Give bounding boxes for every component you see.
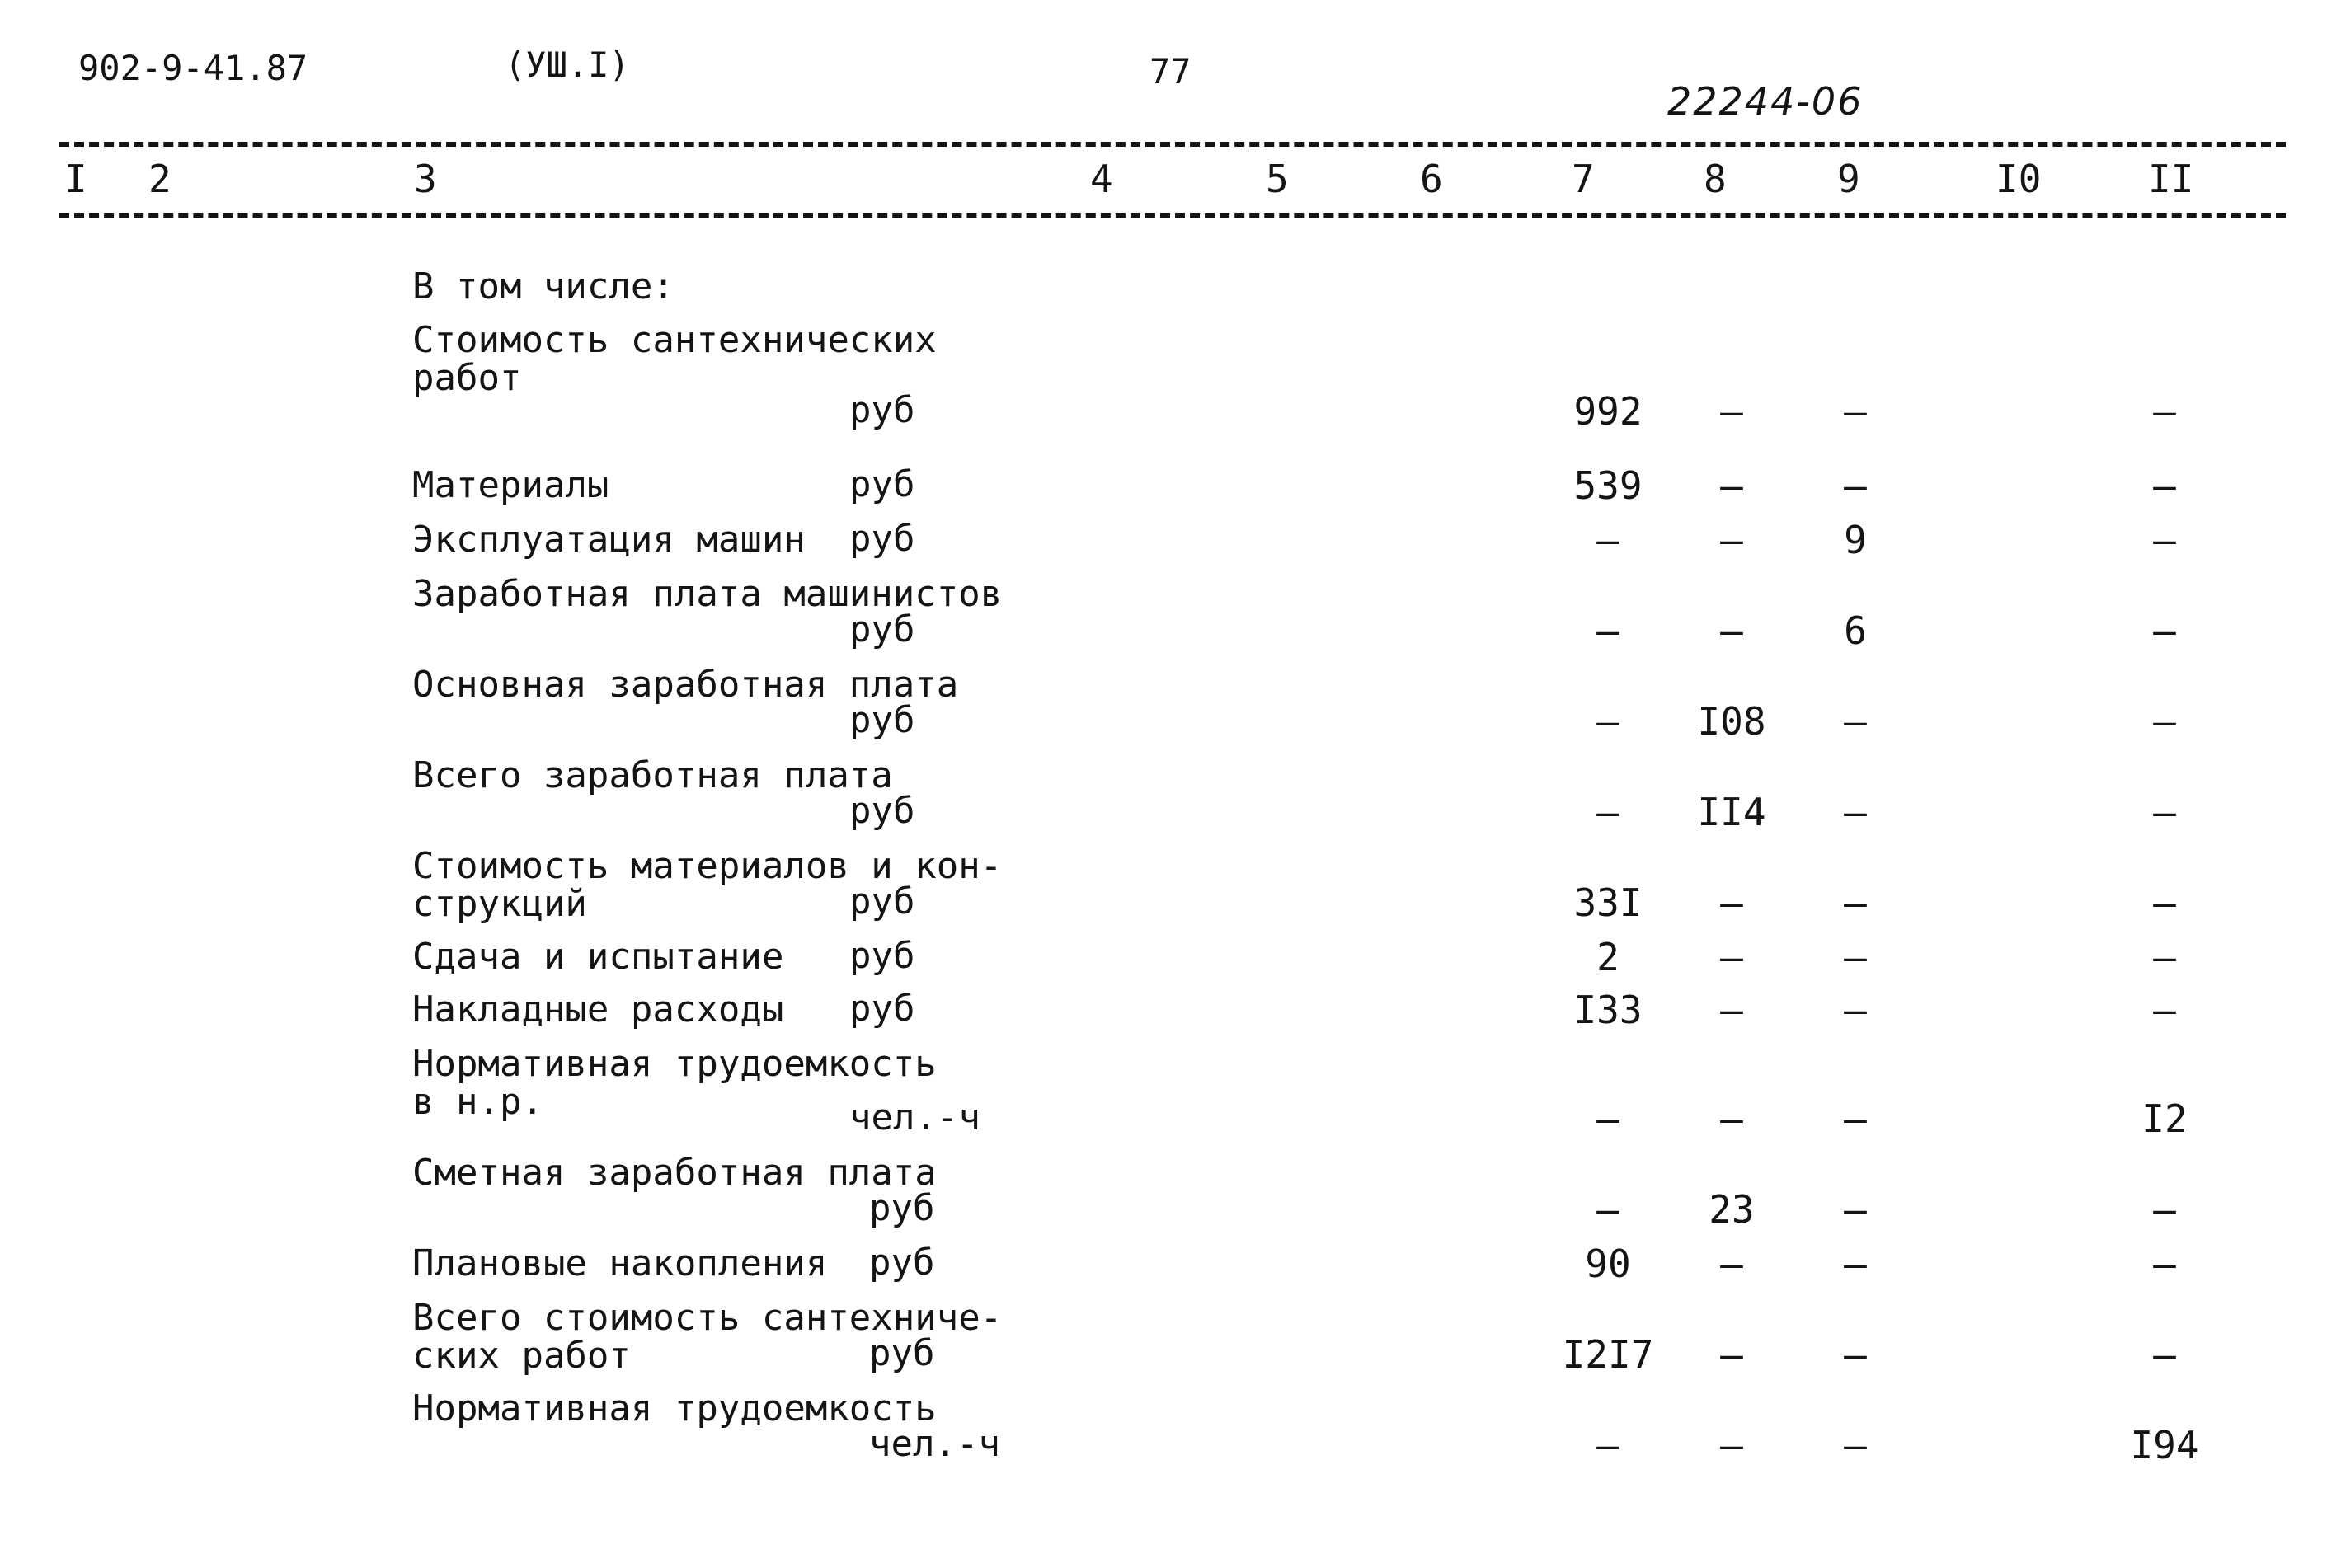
cell-column-9: – bbox=[1844, 1242, 1867, 1286]
row-label-line: Заработная плата машинистов bbox=[412, 573, 1003, 615]
column-number-2: 2 bbox=[148, 157, 172, 201]
column-number-8: 8 bbox=[1704, 157, 1727, 201]
column-number-10: I0 bbox=[1996, 157, 2042, 201]
row-unit: руб bbox=[869, 1242, 935, 1284]
row-label-line: Стоимость материалов и кон- bbox=[412, 845, 1003, 887]
cell-column-9: – bbox=[1844, 699, 1867, 744]
cell-column-7: – bbox=[1596, 699, 1619, 744]
cell-column-8: – bbox=[1720, 1423, 1743, 1467]
cell-column-8: – bbox=[1720, 935, 1743, 979]
header-rule-top bbox=[59, 142, 2286, 147]
cell-column-7: 90 bbox=[1585, 1242, 1631, 1286]
cell-column-7: – bbox=[1596, 790, 1619, 834]
cell-column-11: – bbox=[2153, 608, 2176, 653]
row-unit: чел.-ч bbox=[869, 1423, 1000, 1465]
cell-column-8: I08 bbox=[1697, 699, 1766, 744]
row-unit: руб bbox=[869, 1332, 935, 1374]
cell-column-11: – bbox=[2153, 1187, 2176, 1232]
cell-column-8: II4 bbox=[1697, 790, 1766, 834]
row-unit: руб bbox=[849, 463, 915, 505]
cell-column-11: I2 bbox=[2141, 1096, 2188, 1141]
cell-column-9: – bbox=[1844, 880, 1867, 925]
cell-column-8: 23 bbox=[1709, 1187, 1755, 1232]
cell-column-7: – bbox=[1596, 1187, 1619, 1232]
row-unit: руб bbox=[849, 699, 915, 741]
cell-column-11: – bbox=[2153, 463, 2176, 508]
row-label-line: ских работ bbox=[412, 1335, 631, 1377]
cell-column-7: – bbox=[1596, 518, 1619, 562]
row-unit: руб bbox=[849, 790, 915, 832]
cell-column-9: – bbox=[1844, 1332, 1867, 1377]
cell-column-11: – bbox=[2153, 1242, 2176, 1286]
cell-column-7: 33I bbox=[1573, 880, 1643, 925]
cell-column-9: – bbox=[1844, 1423, 1867, 1467]
cell-column-11: – bbox=[2153, 935, 2176, 979]
cell-column-11: – bbox=[2153, 880, 2176, 925]
row-unit: руб bbox=[849, 988, 915, 1030]
cell-column-11: – bbox=[2153, 518, 2176, 562]
row-label-line: Эксплуатация машин bbox=[412, 519, 806, 561]
row-label-line: Основная заработная плата bbox=[412, 664, 959, 706]
row-unit: руб bbox=[849, 880, 915, 922]
cell-column-9: – bbox=[1844, 389, 1867, 434]
column-number-5: 5 bbox=[1266, 157, 1289, 201]
cell-column-7: – bbox=[1596, 1096, 1619, 1141]
cell-column-8: – bbox=[1720, 1242, 1743, 1286]
cell-column-11: I94 bbox=[2130, 1423, 2199, 1467]
row-unit: руб bbox=[849, 608, 915, 650]
row-label bbox=[412, 938, 783, 976]
column-number-6: 6 bbox=[1420, 157, 1443, 201]
row-label bbox=[412, 988, 784, 1030]
column-number-7: 7 bbox=[1572, 157, 1595, 201]
cell-column-9: 6 bbox=[1844, 608, 1867, 653]
cell-column-9: – bbox=[1844, 988, 1867, 1032]
cell-column-11: – bbox=[2153, 988, 2176, 1032]
row-label-line: Сметная заработная плата bbox=[412, 1152, 937, 1194]
column-number-4: 4 bbox=[1090, 157, 1113, 201]
row-label-line: Материалы bbox=[412, 464, 609, 506]
row-label-line: Стоимость сантехнических bbox=[412, 319, 937, 361]
row-label-line: Нормативная трудоемкость bbox=[412, 1387, 937, 1430]
row-label bbox=[412, 1154, 937, 1192]
cell-column-8: – bbox=[1720, 463, 1743, 508]
row-label-line: Нормативная трудоемкость bbox=[412, 1043, 937, 1085]
cell-column-9: – bbox=[1844, 790, 1867, 834]
cell-column-9: – bbox=[1844, 463, 1867, 508]
page-number: 77 bbox=[1149, 51, 1192, 92]
row-unit: руб bbox=[869, 1187, 935, 1229]
row-label bbox=[412, 464, 609, 506]
cell-column-8: – bbox=[1720, 1332, 1743, 1377]
cell-column-8: – bbox=[1720, 988, 1743, 1032]
cell-column-9: – bbox=[1844, 1096, 1867, 1141]
column-number-1: I bbox=[64, 157, 87, 201]
row-label bbox=[412, 319, 937, 399]
cell-column-8: – bbox=[1720, 608, 1743, 653]
document-number: 22244-06 bbox=[1667, 79, 1864, 124]
row-label-line: Накладные расходы bbox=[412, 988, 784, 1030]
row-label-line: Сдача и испытание bbox=[412, 936, 784, 978]
cell-column-9: 9 bbox=[1844, 518, 1867, 562]
row-unit: руб bbox=[849, 935, 915, 977]
document-code: 902-9-41.87 bbox=[78, 48, 308, 88]
header-rule-bottom bbox=[59, 213, 2286, 218]
cell-column-11: – bbox=[2153, 699, 2176, 744]
row-unit: руб bbox=[849, 389, 915, 431]
cell-column-7: 992 bbox=[1573, 389, 1643, 434]
cell-column-8: – bbox=[1720, 1096, 1743, 1141]
cell-column-11: – bbox=[2153, 1332, 2176, 1377]
row-unit: чел.-ч bbox=[849, 1096, 980, 1138]
row-label-line: Плановые накопления bbox=[412, 1242, 828, 1284]
section-code: (УШ.I) bbox=[505, 45, 630, 85]
row-label-line: струкций bbox=[412, 883, 587, 925]
cell-column-11: – bbox=[2153, 790, 2176, 834]
cell-column-7: 2 bbox=[1596, 935, 1619, 979]
cell-column-9: – bbox=[1844, 1187, 1867, 1232]
cell-column-7: I33 bbox=[1573, 988, 1643, 1032]
intro-text: В том числе: bbox=[412, 265, 675, 307]
row-label bbox=[412, 754, 893, 796]
row-label bbox=[412, 1242, 828, 1284]
cell-column-7: – bbox=[1596, 1423, 1619, 1467]
cell-column-8: – bbox=[1720, 389, 1743, 434]
cell-column-7: – bbox=[1596, 608, 1619, 653]
row-label-line: Всего заработная плата bbox=[412, 754, 893, 796]
cell-column-7: 539 bbox=[1573, 463, 1643, 508]
cell-column-8: – bbox=[1720, 518, 1743, 562]
cell-column-8: – bbox=[1720, 880, 1743, 925]
column-number-11: II bbox=[2148, 157, 2194, 201]
row-unit: руб bbox=[849, 518, 915, 560]
row-label-line: работ bbox=[412, 357, 522, 399]
column-number-9: 9 bbox=[1837, 157, 1860, 201]
cell-column-7: I2I7 bbox=[1562, 1332, 1654, 1377]
column-number-3: 3 bbox=[414, 157, 437, 201]
row-label-line: в н.р. bbox=[412, 1081, 543, 1123]
row-label-line: Всего стоимость сантехниче- bbox=[412, 1297, 1003, 1339]
cell-column-9: – bbox=[1844, 935, 1867, 979]
cell-column-11: – bbox=[2153, 389, 2176, 434]
row-label bbox=[412, 1387, 937, 1430]
row-label bbox=[412, 521, 806, 559]
